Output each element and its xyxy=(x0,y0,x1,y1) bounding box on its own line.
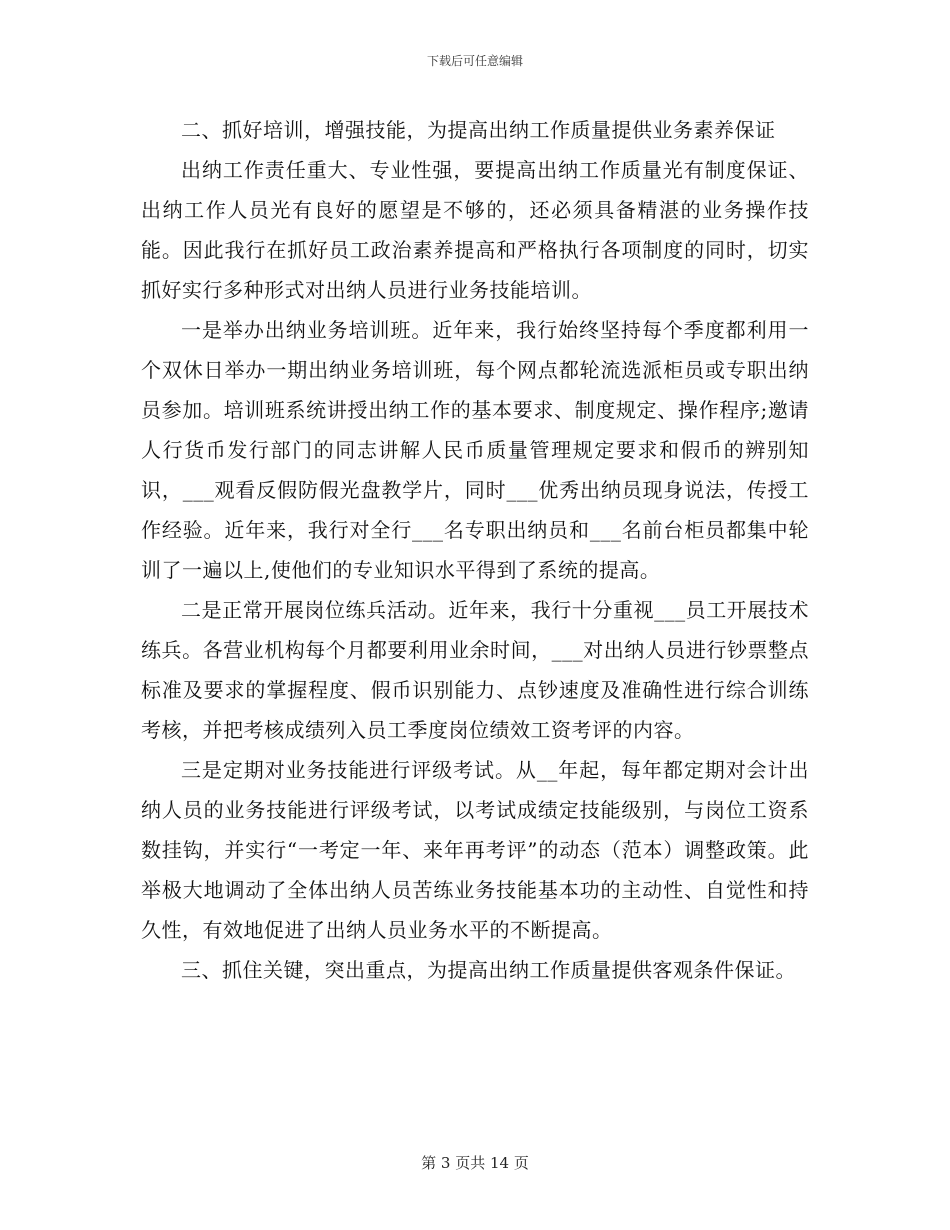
section-heading-2: 二、抓好培训，增强技能，为提高出纳工作质量提供业务素养保证 xyxy=(181,118,776,142)
section-heading-3: 三、抓住关键，突出重点，为提高出纳工作质量提供客观条件保证。 xyxy=(181,958,796,982)
paragraph-training-class: 一是举办出纳业务培训班。近年来，我行始终坚持每个季度都利用一个双休日举办一期出纳业务培训班，每个网点都轮流选派柜员或专职出纳员参加。培训班系统讲授出纳工作的基本要求、制度规定、操作程序;邀请人行货币发行部门的同志讲解人民币质量管理规定要求和假币的辨别知识，___观看反假防假光盘教学片，同时___优秀出纳员现身说法，传授工作经验。近年来，我行对全行___名专职出纳员和___名前台柜员都集中轮训了一遍以上,使他们的专业知识水平得到了系统的提高。 xyxy=(141,318,809,582)
page-header: 下载后可任意编辑 xyxy=(426,54,523,68)
document-body xyxy=(141,110,809,990)
paragraph-skill-practice: 二是正常开展岗位练兵活动。近年来，我行十分重视___员工开展技术练兵。各营业机构每个月都要利用业余时间，___对出纳人员进行钞票整点标准及要求的掌握程度、假币识别能力、点钞速度及准确性进行综合训练考核，并把考核成绩列入员工季度岗位绩效工资考评的内容。 xyxy=(141,598,809,742)
paragraph-grading-exam: 三是定期对业务技能进行评级考试。从__年起，每年都定期对会计出纳人员的业务技能进行评级考试，以考试成绩定技能级别，与岗位工资系数挂钩，并实行“一考定一年、来年再考评”的动态（范本）调整政策。此举极大地调动了全体出纳人员苦练业务技能基本功的主动性、自觉性和持久性，有效地促进了出纳人员业务水平的不断提高。 xyxy=(141,758,809,942)
page-number: 第 3 页共 14 页 xyxy=(421,1154,529,1172)
paragraph-intro: 出纳工作责任重大、专业性强，要提高出纳工作质量光有制度保证、出纳工作人员光有良好的愿望是不够的，还必须具备精湛的业务操作技能。因此我行在抓好员工政治素养提高和严格执行各项制度的同时，切实抓好实行多种形式对出纳人员进行业务技能培训。 xyxy=(141,158,809,302)
